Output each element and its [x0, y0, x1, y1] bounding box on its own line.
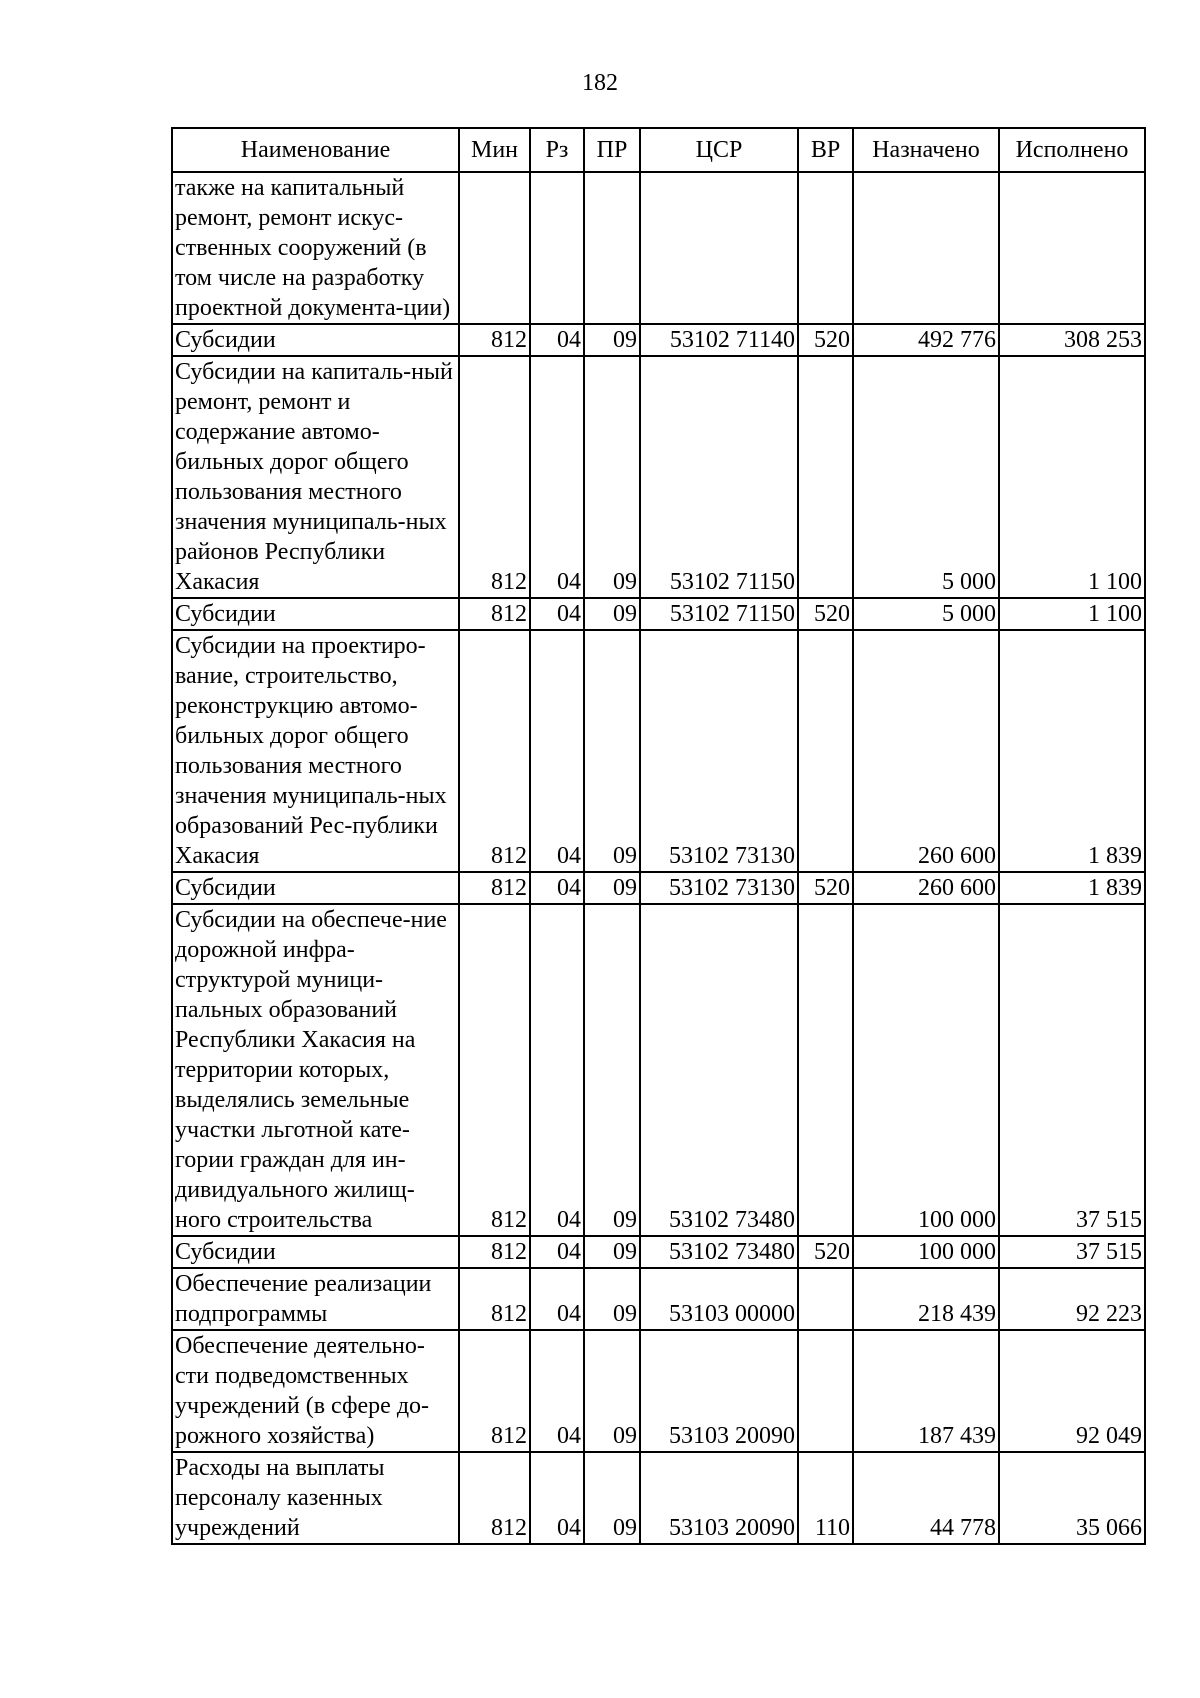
row-name-cell: Обеспечение деятельно-сти подведомственных учреждений (в сфере до-рожного хозяйства)	[172, 1330, 459, 1452]
row-csr-cell: 53103 00000	[640, 1268, 798, 1330]
row-pr-cell: 09	[584, 1452, 640, 1544]
row-executed-cell: 308 253	[999, 324, 1145, 356]
row-name-cell: Субсидии на капиталь-ный ремонт, ремонт и содержание автомо-бильных дорог общего пользования местного значения муниципаль-ных районов Республики Хакасия	[172, 356, 459, 598]
row-rz-cell: 04	[530, 904, 584, 1236]
row-assigned-cell: 260 600	[853, 630, 999, 872]
table-row	[172, 630, 1145, 872]
row-vr-cell	[798, 904, 853, 1236]
row-assigned-cell: 44 778	[853, 1452, 999, 1544]
row-vr-cell: 520	[798, 598, 853, 630]
table-row	[172, 356, 1145, 598]
row-csr-cell: 53102 73480	[640, 904, 798, 1236]
row-rz-cell: 04	[530, 872, 584, 904]
table-row	[172, 1452, 1145, 1544]
row-vr-cell: 520	[798, 324, 853, 356]
row-name-cell: Обеспечение реализации подпрограммы	[172, 1268, 459, 1330]
table-row	[172, 598, 1145, 630]
row-assigned-cell: 260 600	[853, 872, 999, 904]
row-min-cell: 812	[459, 598, 530, 630]
row-assigned-cell: 492 776	[853, 324, 999, 356]
row-csr-cell: 53102 73130	[640, 630, 798, 872]
header-rz: Рз	[530, 128, 584, 172]
row-name-cell: Субсидии	[172, 598, 459, 630]
row-csr-cell	[640, 172, 798, 324]
row-name-cell: Субсидии	[172, 872, 459, 904]
row-executed-cell: 37 515	[999, 1236, 1145, 1268]
row-csr-cell: 53103 20090	[640, 1452, 798, 1544]
row-vr-cell	[798, 1268, 853, 1330]
row-pr-cell: 09	[584, 630, 640, 872]
row-min-cell	[459, 172, 530, 324]
row-min-cell: 812	[459, 872, 530, 904]
row-executed-cell: 1 100	[999, 356, 1145, 598]
row-csr-cell: 53102 73130	[640, 872, 798, 904]
header-csr: ЦСР	[640, 128, 798, 172]
row-executed-cell: 92 049	[999, 1330, 1145, 1452]
row-assigned-cell	[853, 172, 999, 324]
row-rz-cell: 04	[530, 1452, 584, 1544]
row-rz-cell	[530, 172, 584, 324]
row-assigned-cell: 5 000	[853, 598, 999, 630]
budget-table	[171, 127, 1146, 1545]
table-row	[172, 1330, 1145, 1452]
row-rz-cell: 04	[530, 1268, 584, 1330]
row-csr-cell: 53102 73480	[640, 1236, 798, 1268]
row-assigned-cell: 218 439	[853, 1268, 999, 1330]
row-min-cell: 812	[459, 356, 530, 598]
table-header-row	[172, 128, 1145, 172]
row-name-cell: Субсидии на проектиро-вание, строительство, реконструкцию автомо-бильных дорог общего пользования местного значения муниципаль-ных образований Рес-публики Хакасия	[172, 630, 459, 872]
row-rz-cell: 04	[530, 598, 584, 630]
table-row	[172, 172, 1145, 324]
row-pr-cell: 09	[584, 904, 640, 1236]
header-pr: ПР	[584, 128, 640, 172]
row-rz-cell: 04	[530, 1236, 584, 1268]
row-pr-cell: 09	[584, 1268, 640, 1330]
row-executed-cell: 92 223	[999, 1268, 1145, 1330]
row-name-cell: Субсидии	[172, 1236, 459, 1268]
header-assigned: Назначено	[853, 128, 999, 172]
row-min-cell: 812	[459, 1330, 530, 1452]
row-executed-cell: 1 839	[999, 872, 1145, 904]
page-number: 182	[582, 70, 618, 96]
row-vr-cell: 110	[798, 1452, 853, 1544]
row-assigned-cell: 100 000	[853, 904, 999, 1236]
row-executed-cell: 1 839	[999, 630, 1145, 872]
row-pr-cell: 09	[584, 1330, 640, 1452]
row-executed-cell: 35 066	[999, 1452, 1145, 1544]
row-executed-cell: 1 100	[999, 598, 1145, 630]
row-csr-cell: 53102 71150	[640, 598, 798, 630]
row-rz-cell: 04	[530, 1330, 584, 1452]
row-vr-cell: 520	[798, 872, 853, 904]
row-pr-cell: 09	[584, 324, 640, 356]
row-assigned-cell: 100 000	[853, 1236, 999, 1268]
row-rz-cell: 04	[530, 356, 584, 598]
row-assigned-cell: 5 000	[853, 356, 999, 598]
row-min-cell: 812	[459, 1268, 530, 1330]
row-pr-cell: 09	[584, 598, 640, 630]
row-csr-cell: 53103 20090	[640, 1330, 798, 1452]
row-pr-cell: 09	[584, 356, 640, 598]
row-vr-cell	[798, 1330, 853, 1452]
header-name: Наименование	[172, 128, 459, 172]
table-row	[172, 904, 1145, 1236]
row-name-cell: Субсидии на обеспече-ние дорожной инфра-структурой муници-пальных образований Республики Хакасия на территории которых, выделялись земельные участки льготной кате-гории граждан для ин-дивидуального жилищ-ного строительства	[172, 904, 459, 1236]
row-pr-cell: 09	[584, 1236, 640, 1268]
row-executed-cell	[999, 172, 1145, 324]
row-assigned-cell: 187 439	[853, 1330, 999, 1452]
table-row	[172, 1268, 1145, 1330]
row-name-cell: также на капитальный ремонт, ремонт искус-ственных сооружений (в том числе на разработку проектной документа-ции)	[172, 172, 459, 324]
header-min: Мин	[459, 128, 530, 172]
row-name-cell: Расходы на выплаты персоналу казенных учреждений	[172, 1452, 459, 1544]
row-min-cell: 812	[459, 1452, 530, 1544]
row-vr-cell	[798, 356, 853, 598]
row-min-cell: 812	[459, 630, 530, 872]
row-min-cell: 812	[459, 1236, 530, 1268]
row-vr-cell: 520	[798, 1236, 853, 1268]
table-row	[172, 872, 1145, 904]
row-csr-cell: 53102 71150	[640, 356, 798, 598]
table-row	[172, 324, 1145, 356]
row-csr-cell: 53102 71140	[640, 324, 798, 356]
row-min-cell: 812	[459, 324, 530, 356]
row-name-cell: Субсидии	[172, 324, 459, 356]
table-row	[172, 1236, 1145, 1268]
row-vr-cell	[798, 630, 853, 872]
row-vr-cell	[798, 172, 853, 324]
row-rz-cell: 04	[530, 630, 584, 872]
row-rz-cell: 04	[530, 324, 584, 356]
row-min-cell: 812	[459, 904, 530, 1236]
row-executed-cell: 37 515	[999, 904, 1145, 1236]
header-vr: ВР	[798, 128, 853, 172]
row-pr-cell	[584, 172, 640, 324]
header-executed: Исполнено	[999, 128, 1145, 172]
row-pr-cell: 09	[584, 872, 640, 904]
